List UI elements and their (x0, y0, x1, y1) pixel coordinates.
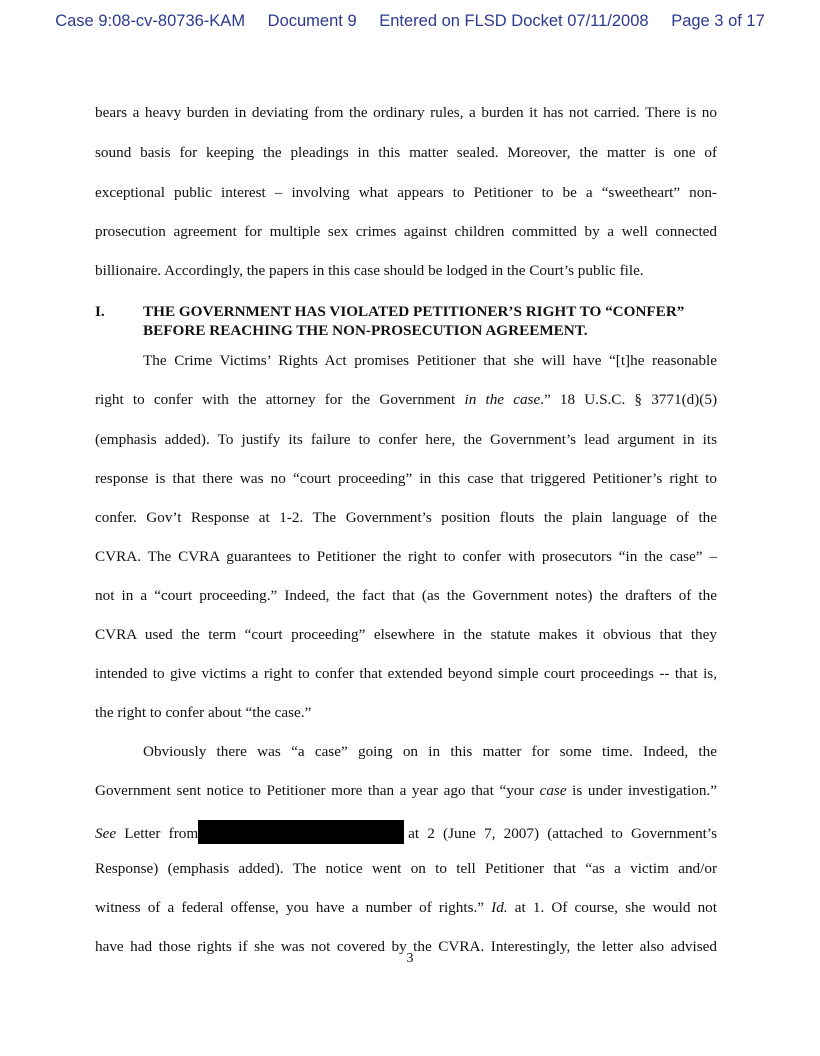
text-line: intended to give victims a right to confer that extended beyond simple court proceedings -- that is, (95, 665, 717, 682)
text-line: (emphasis added). To justify its failure to confer here, the Government’s lead argument in its (95, 431, 717, 448)
text-line: CVRA. The CVRA guarantees to Petitioner the right to confer with prosecutors “in the case” – (95, 548, 717, 565)
text-line: the right to confer about “the case.” (95, 704, 312, 721)
text-line: prosecution agreement for multiple sex crimes against children committed by a well connected (95, 223, 717, 240)
text-line: exceptional public interest – involving what appears to Petitioner to be a “sweetheart” non- (95, 184, 717, 201)
text-line: bears a heavy burden in deviating from the ordinary rules, a burden it has not carried. There is no (95, 104, 717, 121)
case-number: Case 9:08-cv-80736-KAM (55, 12, 246, 30)
text-line: confer. Gov’t Response at 1-2. The Government’s position flouts the plain language of the (95, 509, 717, 526)
text-line: Obviously there was “a case” going on in this matter for some time. Indeed, the (143, 743, 717, 760)
section-number: I. (95, 303, 105, 320)
text-line: not in a “court proceeding.” Indeed, the fact that (as the Government notes) the drafters of the (95, 587, 717, 604)
document-number: Document 9 (267, 12, 357, 30)
docket-header (0, 12, 820, 31)
text-line: response is that there was no “court proceeding” in this case that triggered Petitioner’s right to (95, 470, 717, 487)
page-indicator: Page 3 of 17 (671, 12, 765, 30)
text-line: right to confer with the attorney for the Government in the case.” 18 U.S.C. § 3771(d)(5) (95, 391, 717, 408)
text-line: witness of a federal offense, you have a number of rights.” Id. at 1. Of course, she would not (95, 899, 717, 916)
section-title-line1: THE GOVERNMENT HAS VIOLATED PETITIONER’S RIGHT TO “CONFER” (143, 303, 685, 320)
page-number: 3 (406, 951, 414, 966)
text-line: billionaire. Accordingly, the papers in this case should be lodged in the Court’s public file. (95, 262, 644, 279)
section-title-line2: BEFORE REACHING THE NON-PROSECUTION AGREEMENT. (143, 322, 588, 339)
text-line: Response) (emphasis added). The notice went on to tell Petitioner that “as a victim and/or (95, 860, 717, 877)
text-line: have had those rights if she was not covered by the CVRA. Interestingly, the letter also advised (95, 938, 717, 955)
redaction-block (198, 820, 404, 844)
text-line: sound basis for keeping the pleadings in this matter sealed. Moreover, the matter is one of (95, 144, 717, 161)
text-line: The Crime Victims’ Rights Act promises Petitioner that she will have “[t]he reasonable (143, 352, 717, 369)
docket-entry: Entered on FLSD Docket 07/11/2008 (379, 12, 649, 30)
text-line: Government sent notice to Petitioner more than a year ago that “your case is under investigation.” (95, 782, 717, 799)
text-line: CVRA used the term “court proceeding” elsewhere in the statute makes it obvious that they (95, 626, 717, 643)
text-line: See Letter from at 2 (June 7, 2007) (attached to Government’s (95, 820, 717, 844)
